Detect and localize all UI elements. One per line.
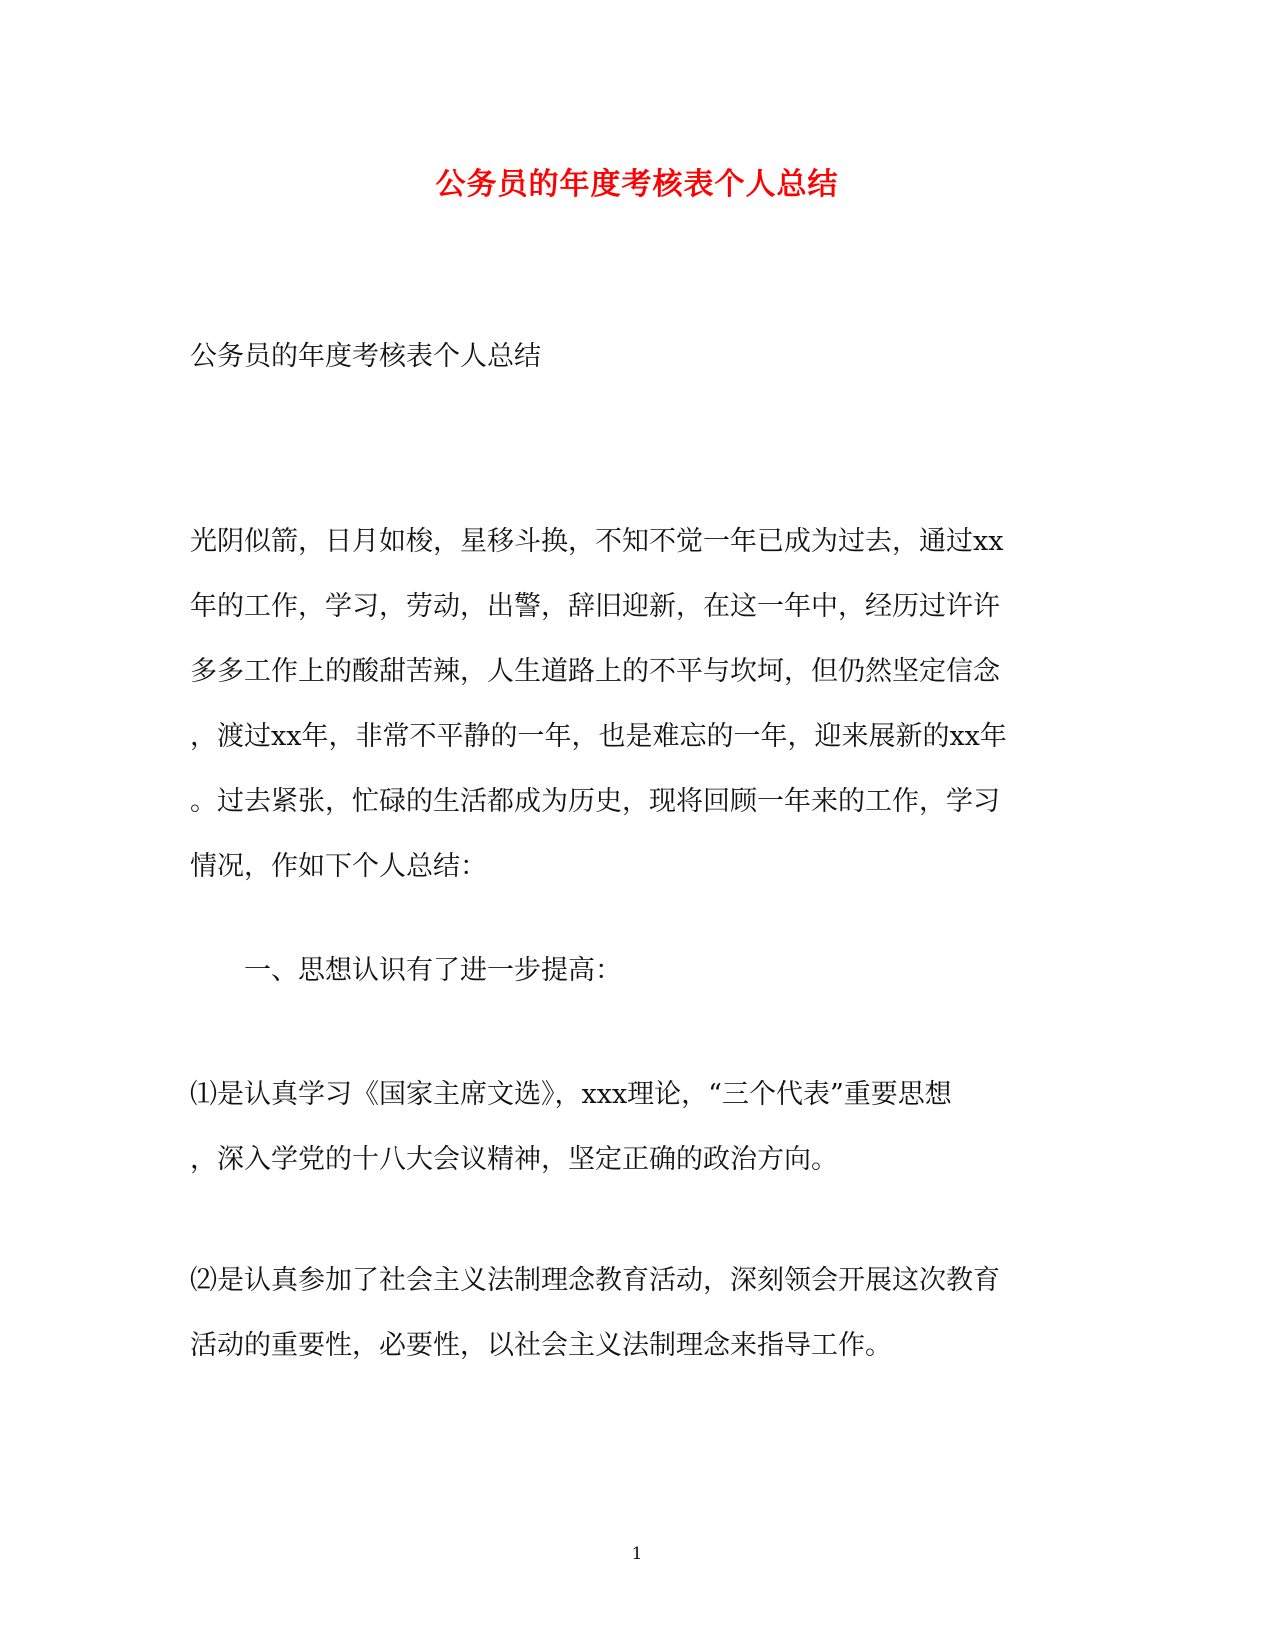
paragraph-line: 年的工作，学习，劳动，出警，辞旧迎新，在这一年中，经历过许许 [190, 591, 1000, 622]
section-heading [244, 957, 1144, 984]
paragraph-line: 。过去紧张，忙碌的生活都成为历史，现将回顾一年来的工作，学习 [190, 786, 1000, 817]
subtitle-line: 公务员的年度考核表个人总结 [190, 341, 541, 372]
item-2-paragraph [190, 1267, 1090, 1359]
intro-paragraph [190, 528, 1090, 880]
paragraph-line: 情况，作如下个人总结： [190, 851, 487, 882]
paragraph-line: ⑴是认真学习《国家主席文选》，xxx理论，“三个代表”重要思想 [190, 1079, 952, 1110]
paragraph-line: 多多工作上的酸甜苦辣，人生道路上的不平与坎坷，但仍然坚定信念 [190, 656, 1000, 687]
heading-line: 一、思想认识有了进一步提高： [244, 955, 622, 986]
paragraph-line: ，渡过xx年，非常不平静的一年，也是难忘的一年，迎来展新的xx年 [190, 721, 1007, 752]
page-number: 1 [631, 1544, 643, 1564]
paragraph-line: ⑵是认真参加了社会主义法制理念教育活动，深刻领会开展这次教育 [190, 1265, 1000, 1296]
paragraph-line: 光阴似箭，日月如梭，星移斗换，不知不觉一年已成为过去，通过xx [190, 526, 1004, 557]
document-title: 公务员的年度考核表个人总结 [435, 167, 839, 202]
item-1-paragraph [190, 1081, 1090, 1173]
document-subtitle [190, 343, 1090, 370]
paragraph-line: 活动的重要性，必要性，以社会主义法制理念来指导工作。 [190, 1330, 892, 1361]
paragraph-line: ，深入学党的十八大会议精神，坚定正确的政治方向。 [190, 1144, 838, 1175]
